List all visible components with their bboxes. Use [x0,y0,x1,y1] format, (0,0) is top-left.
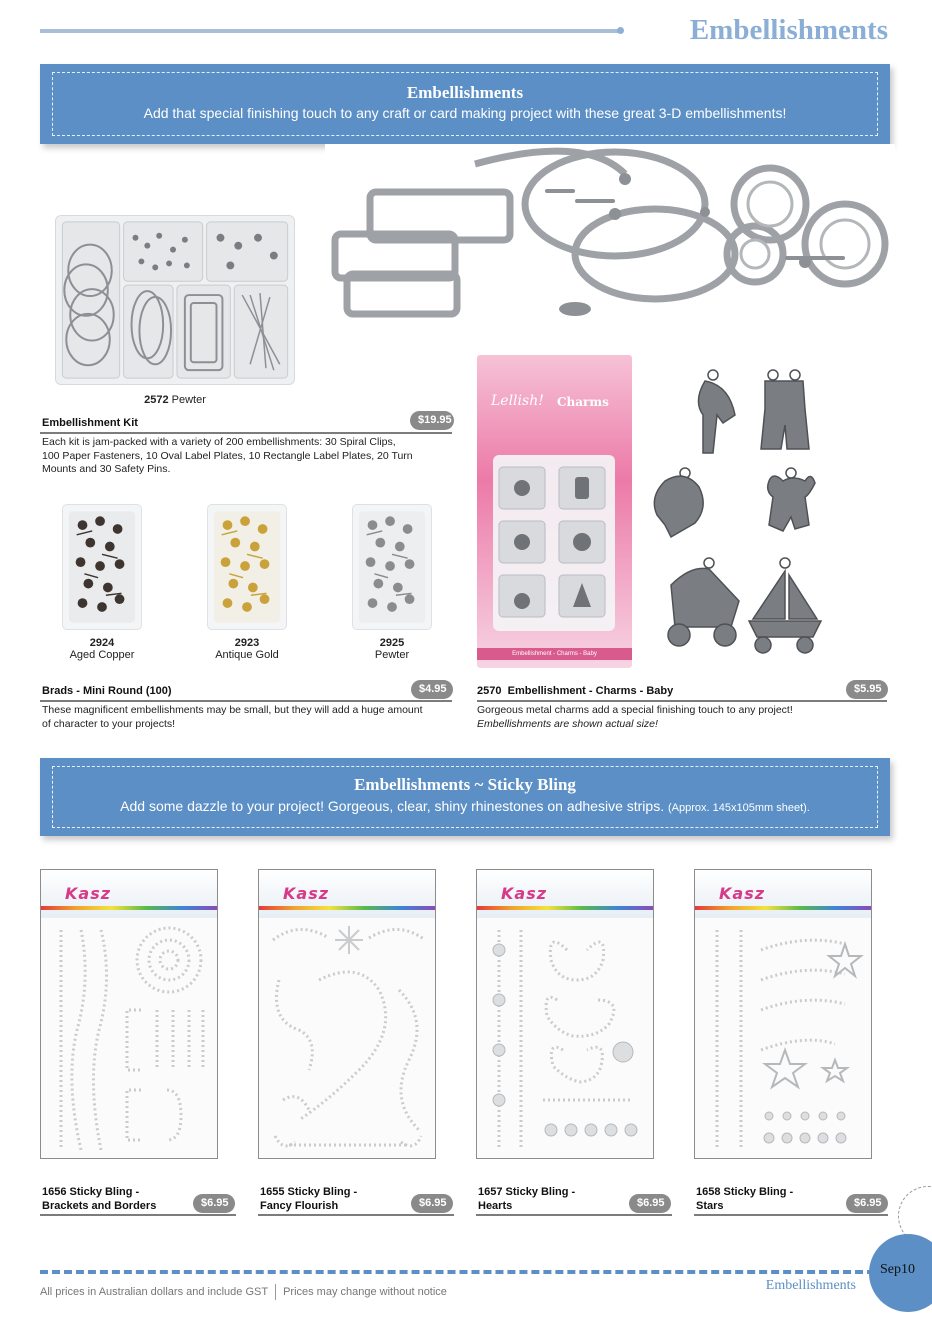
charms-price-badge: $5.95 [846,680,888,699]
brads-rule [40,700,452,702]
sticky-bling-card [476,869,654,1159]
rainbow-stripe [695,906,871,910]
bling-name [696,1185,793,1213]
charms-name: Embellishment - Charms - Baby [507,685,674,697]
brad-color-name: Aged Copper [69,649,135,661]
banner-title: Embellishments ~ Sticky Bling [354,775,576,794]
kasz-logo-part: sz [526,884,548,903]
footer-separator [275,1284,276,1300]
kit-desc-line: 100 Paper Fasteners, 10 Oval Label Plates, 10 Rectangle Label Plates, 20 Turn [42,449,413,462]
charms-desc-line: Gorgeous metal charms add a special finishing touch to any project! [477,704,793,716]
footer-price-note: Prices may change without notice [283,1285,447,1298]
bling-flourish-pattern [259,920,436,1159]
brads-desc-line: of character to your projects! [42,717,176,730]
kit-rule [40,432,452,434]
kit-variant: Pewter [171,394,206,406]
metal-embellishments-photo [325,144,895,330]
sticky-bling-card [258,869,436,1159]
kit-name: Embellishment Kit [42,417,138,429]
rainbow-stripe [259,906,435,910]
embellishment-kit-photo [55,215,295,385]
footer-notes [40,1284,447,1300]
kasz-logo-part: Ka [719,884,745,903]
kit-code: 2572 [144,394,169,406]
rainbow-stripe [477,906,653,910]
sticky-bling-card [694,869,872,1159]
charms-code: 2570 [477,685,502,697]
bling-card-header [259,870,435,918]
bling-rule [40,1214,236,1216]
charms-rule [477,700,887,702]
bling-name-line: Stars [696,1200,724,1212]
bling-card-header [41,870,217,918]
bling-name-line: 1658 Sticky Bling - [696,1186,794,1198]
brad-item [197,637,297,661]
bling-name-line: Brackets and Borders [42,1200,157,1212]
bling-name-line: 1656 Sticky Bling - [42,1186,140,1198]
bling-hearts-pattern [477,920,654,1159]
bling-price-badge: $6.95 [411,1194,453,1213]
banner-sticky-bling [40,758,890,836]
footer-section-name: Embellishments [765,1278,856,1293]
kit-code-line [55,394,295,406]
brads-desc-line: These magnificent embellishments may be small, but they will add a huge amount [42,704,423,716]
charms-card-photo [477,355,632,668]
bling-price-badge: $6.95 [846,1194,888,1213]
brads-description [42,704,462,731]
kasz-logo [719,884,765,903]
bling-brackets-pattern [41,920,218,1159]
bling-price-badge: $6.95 [193,1194,235,1213]
bling-card-header [477,870,653,918]
kasz-logo [283,884,329,903]
charms-card-footer: Embellishment - Charms - Baby [477,648,632,660]
sticky-bling-card [40,869,218,1159]
bling-price-badge: $6.95 [629,1194,671,1213]
bling-card-header [695,870,871,918]
kasz-logo-part: Ka [283,884,309,903]
charms-desc-note: Embellishments are shown actual size! [477,717,658,730]
brad-code: 2924 [89,637,115,649]
brads-price-badge: $4.95 [411,680,453,699]
brad-code: 2925 [379,637,405,649]
kit-description [42,436,462,477]
header-rule-dot [617,27,624,34]
charms-name-line [477,685,673,697]
charms-card-tray [493,455,615,631]
banner-dashed-border [52,72,878,136]
brad-color-name: Antique Gold [215,649,279,661]
brad-code: 2923 [234,637,260,649]
brads-name: Brads - Mini Round (100) [42,685,172,697]
kasz-logo-part: sz [308,884,330,903]
banner-text-main: Add some dazzle to your project! Gorgeous, clear, shiny rhinestones on adhesive strips. [120,798,665,814]
charms-description [477,704,897,731]
brad-color-name: Pewter [374,649,410,661]
kasz-logo-part: Ka [65,884,91,903]
bling-name-line: Fancy Flourish [260,1200,339,1212]
baby-charms-photo [645,365,825,665]
banner-text: Add that special finishing touch to any craft or card making project with these great 3-D embellishments! [143,105,787,121]
kit-price-badge: $19.95 [410,411,454,430]
issue-label: Sep10 [880,1262,915,1277]
bling-name-line: Hearts [478,1200,513,1212]
rainbow-stripe [41,906,217,910]
kasz-logo [65,884,111,903]
footer-gst-note: All prices in Australian dollars and include GST [40,1285,269,1298]
banner-text-note: (Approx. 145x105mm sheet). [668,802,810,814]
kasz-logo [501,884,547,903]
header-rule [40,29,620,33]
brad-packet-photo [207,504,287,630]
kasz-logo-part: sz [90,884,112,903]
charms-card-brand: Lellish! [491,393,544,409]
banner-text [40,798,890,814]
footer-dashed-rule [40,1270,875,1274]
banner-title: Embellishments [406,83,524,102]
page-title: Embellishments [689,14,888,46]
bling-rule [476,1214,672,1216]
bling-name-line: 1655 Sticky Bling - [260,1186,358,1198]
brad-item [342,637,442,661]
kit-desc-line: Mounts and 30 Safety Pins. [42,463,171,475]
bling-name-line: 1657 Sticky Bling - [478,1186,576,1198]
brad-packet-photo [62,504,142,630]
bling-rule [258,1214,454,1216]
bling-stars-pattern [695,920,872,1159]
brad-item [52,637,152,661]
kit-desc-line: Each kit is jam-packed with a variety of 200 embellishments: 30 Spiral Clips, [42,436,396,448]
kasz-logo-part: Ka [501,884,527,903]
charms-card-title: Charms [557,395,609,409]
brad-packet-photo [352,504,432,630]
bling-name [42,1185,156,1213]
kasz-logo-part: sz [744,884,766,903]
banner-embellishments [40,64,890,144]
bling-name [478,1185,575,1213]
bling-rule [694,1214,888,1216]
bling-name [260,1185,357,1213]
